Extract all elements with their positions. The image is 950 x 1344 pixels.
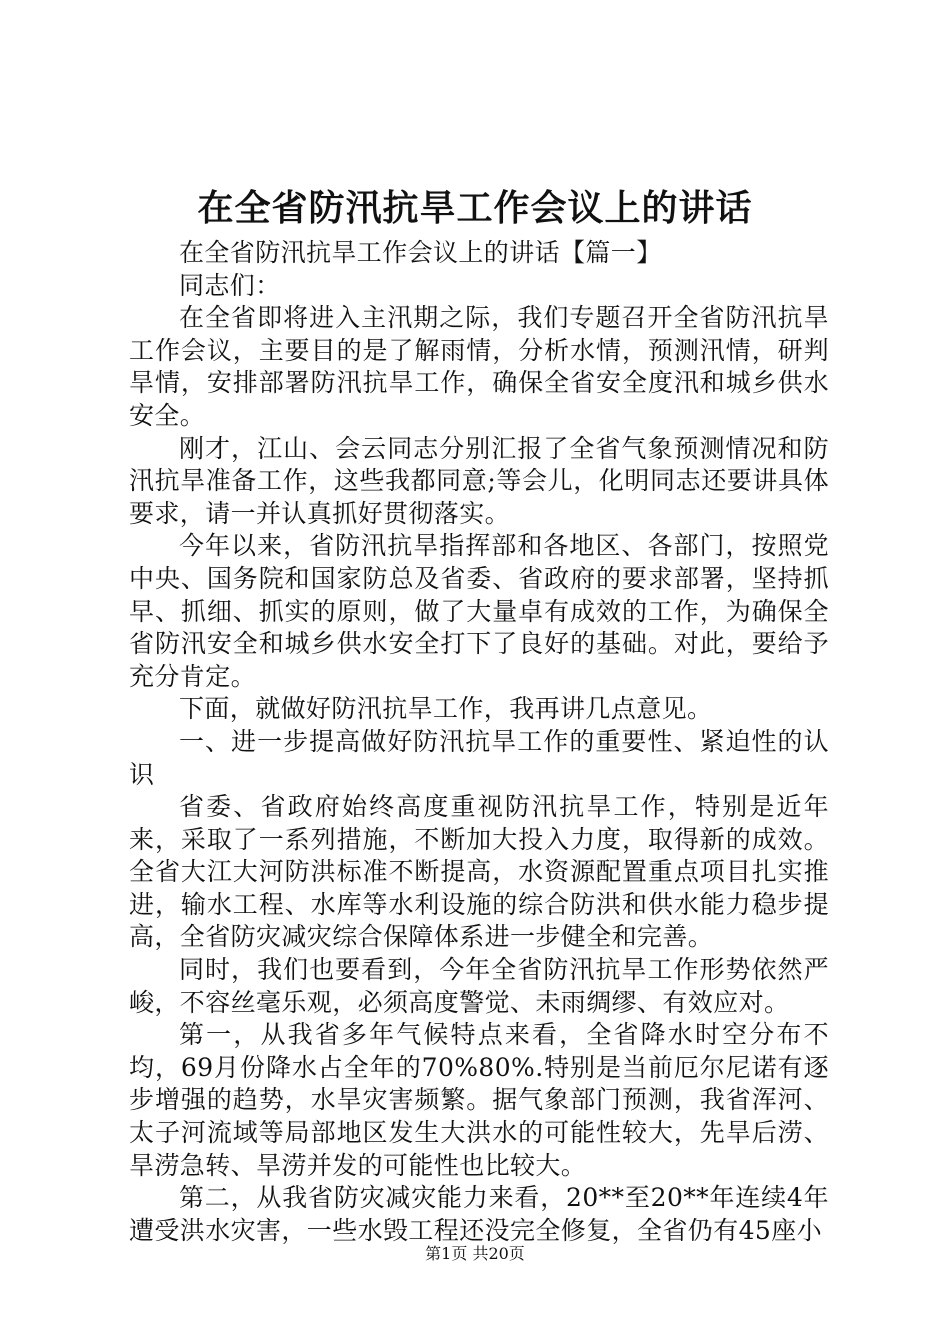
document-body: [129, 237, 829, 1247]
paragraph: 同时，我们也要看到，今年全省防汛抗旱工作形势依然严峻，不容丝毫乐观，必须高度警觉、未雨绸缪、有效应对。: [129, 955, 829, 1017]
paragraph: 第二，从我省防灾减灾能力来看，20**至20**年连续4年遭受洪水灾害，一些水毁工程还没完全修复，全省仍有45座小: [129, 1183, 829, 1245]
section-heading: 在全省防汛抗旱工作会议上的讲话【篇一】: [179, 238, 662, 267]
paragraph: 省委、省政府始终高度重视防汛抗旱工作，特别是近年来，采取了一系列措施，不断加大投入力度，取得新的成效。全省大江大河防洪标准不断提高，水资源配置重点项目扎实推进，输水工程、水库等水利设施的综合防洪和供水能力稳步提高，全省防灾减灾综合保障体系进一步健全和完善。: [129, 792, 829, 952]
paragraph: 在全省即将进入主汛期之际，我们专题召开全省防汛抗旱工作会议，主要目的是了解雨情，分析水情，预测汛情，研判旱情，安排部署防汛抗旱工作，确保全省安全度汛和城乡供水安全。: [129, 303, 829, 430]
point-heading: 一、进一步提高做好防汛抗旱工作的重要性、紧迫性的认识: [129, 726, 829, 789]
paragraph: 下面，就做好防汛抗旱工作，我再讲几点意见。: [179, 694, 713, 724]
paragraph: 今年以来，省防汛抗旱指挥部和各地区、各部门，按照党中央、国务院和国家防总及省委、省政府的要求部署，坚持抓早、抓细、抓实的原则，做了大量卓有成效的工作，为确保全省防汛安全和城乡供水安全打下了良好的基础。对此，要给予充分肯定。: [129, 531, 829, 691]
document-title: 在全省防汛抗旱工作会议上的讲话: [197, 187, 753, 229]
page-footer: 第1页 共20页: [425, 1244, 525, 1263]
paragraph: 第一，从我省多年气候特点来看，全省降水时空分布不均，69月份降水占全年的70%80%.特别是当前厄尔尼诺有逐步增强的趋势，水旱灾害频繁。据气象部门预测，我省浑河、太子河流域等局部地区发生大洪水的可能性较大，先旱后涝、旱涝急转、旱涝并发的可能性也比较大。: [129, 1020, 829, 1180]
paragraph: 刚才，江山、会云同志分别汇报了全省气象预测情况和防汛抗旱准备工作，这些我都同意;等会儿，化明同志还要讲具体要求，请一并认真抓好贯彻落实。: [129, 433, 829, 528]
salutation: 同志们：: [179, 270, 281, 300]
